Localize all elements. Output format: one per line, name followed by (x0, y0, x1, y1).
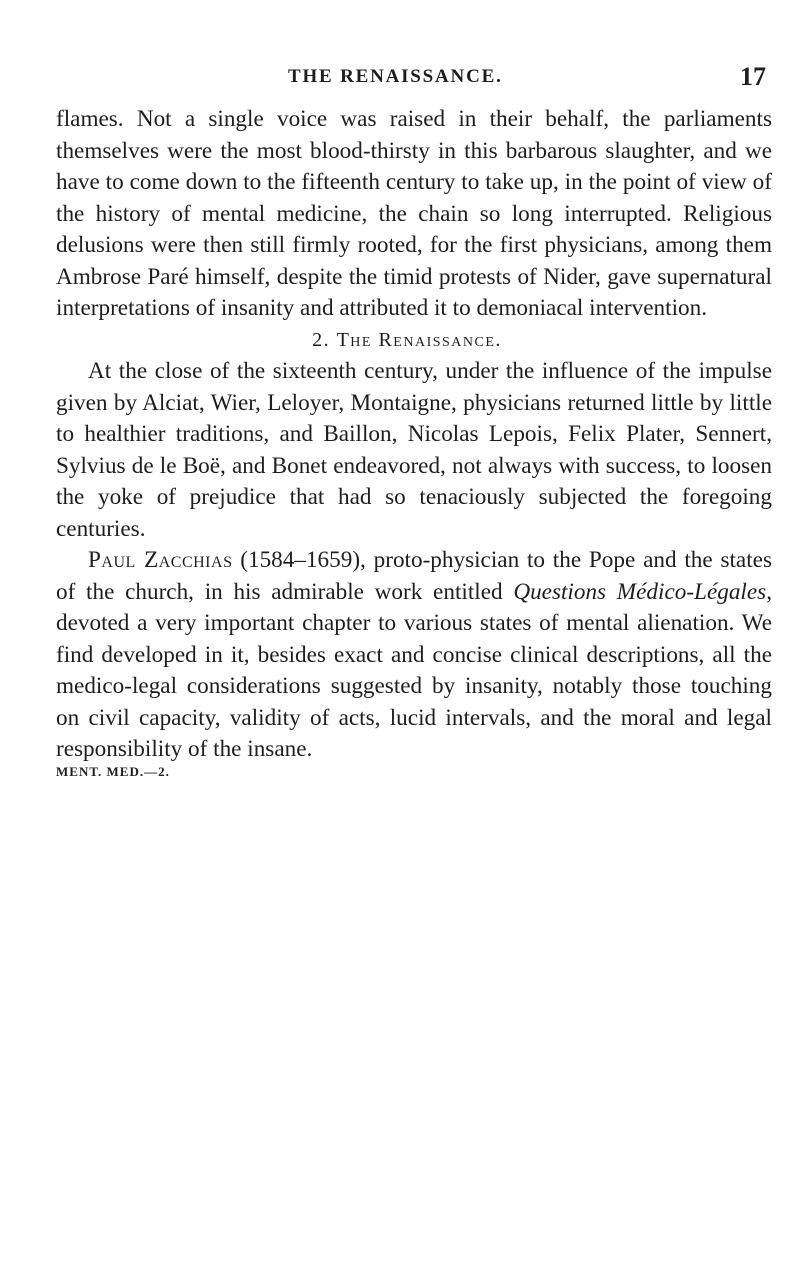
paragraph-text-part-1: (1584–1659), proto-physician to the Pope and the states of the church, in his admirable work entitled (56, 547, 772, 605)
page-number: 17 (740, 62, 766, 91)
book-page (56, 62, 772, 780)
paragraph-renaissance: At the close of the sixteenth century, under the influence of the impulse given by Alciat, Wier, Leloyer, Montaigne, physicians returned little by little to healthier traditions, and Baillon, Nicolas Lepois, Felix Plater, Sennert, Sylvius de le Boë, and Bonet endeavored, not always with success, to loosen the yoke of prejudice that had so tenaciously subjected the foregoing centuries. (56, 358, 772, 542)
work-title: Questions Médico-Légales (513, 578, 767, 605)
running-head (56, 62, 772, 104)
running-head-title: THE RENAISSANCE. (288, 66, 503, 87)
paragraph-text-part-2: , devoted a very important chapter to various states of mental alienation. We find developed in it, besides exact and concise clinical descriptions, all the medico-legal considerations suggested by insanity, notably those touching on civil capacity, validity of acts, lucid intervals, and the moral and legal responsibility of the insane. (56, 578, 772, 762)
person-name: Paul Zacchias (88, 547, 233, 573)
signature-mark: MENT. MED.—2. (56, 763, 170, 779)
paragraph-zacchias (56, 545, 772, 766)
body-text (56, 104, 772, 766)
section-heading (56, 325, 772, 357)
section-number: 2. (312, 328, 331, 351)
section-title: The Renaissance. (336, 328, 502, 351)
paragraph-continued: flames. Not a single voice was raised in their behalf, the parliaments themselves were the most blood-thirsty in this barbarous slaughter, and we have to come down to the fifteenth century to take up, in the point of view of the history of mental medicine, the chain so long interrupted. Religious delusions were then still firmly rooted, for the first physicians, among them Ambrose Paré himself, despite the timid protests of Nider, gave supernatural interpretations of insanity and attributed it to demoniacal intervention. (56, 106, 772, 321)
